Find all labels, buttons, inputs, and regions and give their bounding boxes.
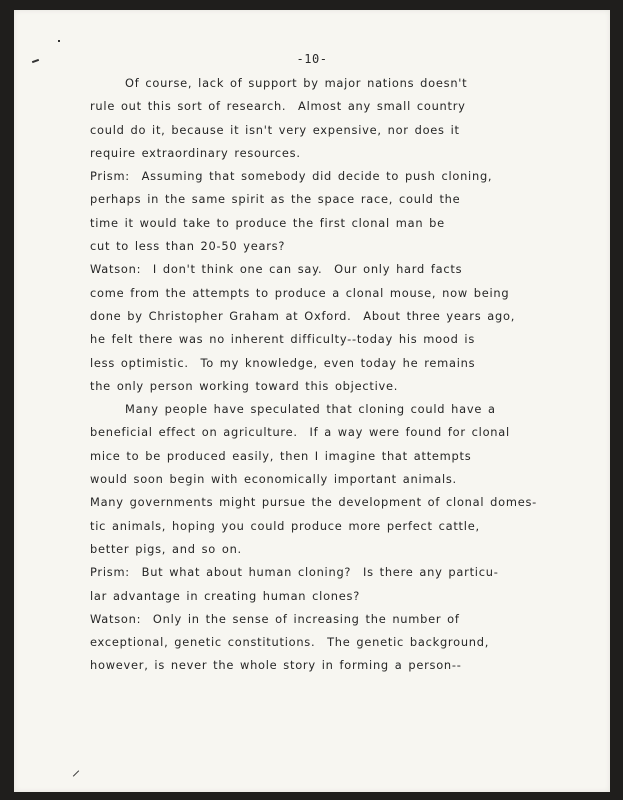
text-line: tic animals, hoping you could produce more perfect cattle, [90, 518, 480, 533]
text-line: cut to less than 20-50 years? [90, 239, 286, 254]
text-line: Watson: I don't think one can say. Our only hard facts [90, 262, 463, 277]
text-line: would soon begin with economically important animals. [90, 472, 457, 487]
text-line: perhaps in the same spirit as the space race, could the [90, 192, 461, 207]
document-page [14, 10, 610, 792]
text-line: done by Christopher Graham at Oxford. About three years ago, [90, 308, 516, 323]
text-line: come from the attempts to produce a clonal mouse, now being [90, 285, 510, 300]
text-line: time it would take to produce the first clonal man be [90, 215, 445, 230]
document-body [90, 72, 620, 678]
text-line: however, is never the whole story in forming a person-- [90, 658, 462, 673]
scan-speck [58, 40, 60, 42]
text-line: Prism: But what about human cloning? Is there any particu- [90, 565, 499, 580]
text-line: lar advantage in creating human clones? [90, 588, 361, 603]
text-line: mice to be produced easily, then I imagine that attempts [90, 448, 472, 463]
text-line: Watson: Only in the sense of increasing the number of [90, 611, 460, 626]
text-line: he felt there was no inherent difficulty--today his mood is [90, 332, 476, 347]
text-line: the only person working toward this objective. [90, 378, 399, 393]
scan-speck [73, 770, 79, 776]
text-line: Of course, lack of support by major nations doesn't [125, 76, 468, 90]
text-line: Many people have speculated that cloning could have a [125, 402, 496, 417]
text-line: rule out this sort of research. Almost any small country [90, 99, 466, 114]
text-line: better pigs, and so on. [90, 541, 242, 556]
page-number: -10- [296, 52, 328, 66]
text-line: less optimistic. To my knowledge, even today he remains [90, 355, 476, 370]
text-line: Prism: Assuming that somebody did decide to push cloning, [90, 169, 493, 184]
text-line: require extraordinary resources. [90, 145, 301, 160]
text-line: exceptional, genetic constitutions. The genetic background, [90, 635, 490, 650]
text-line: Many governments might pursue the development of clonal domes- [90, 495, 537, 510]
text-line: beneficial effect on agriculture. If a way were found for clonal [90, 425, 510, 440]
text-line: could do it, because it isn't very expensive, nor does it [90, 122, 460, 137]
